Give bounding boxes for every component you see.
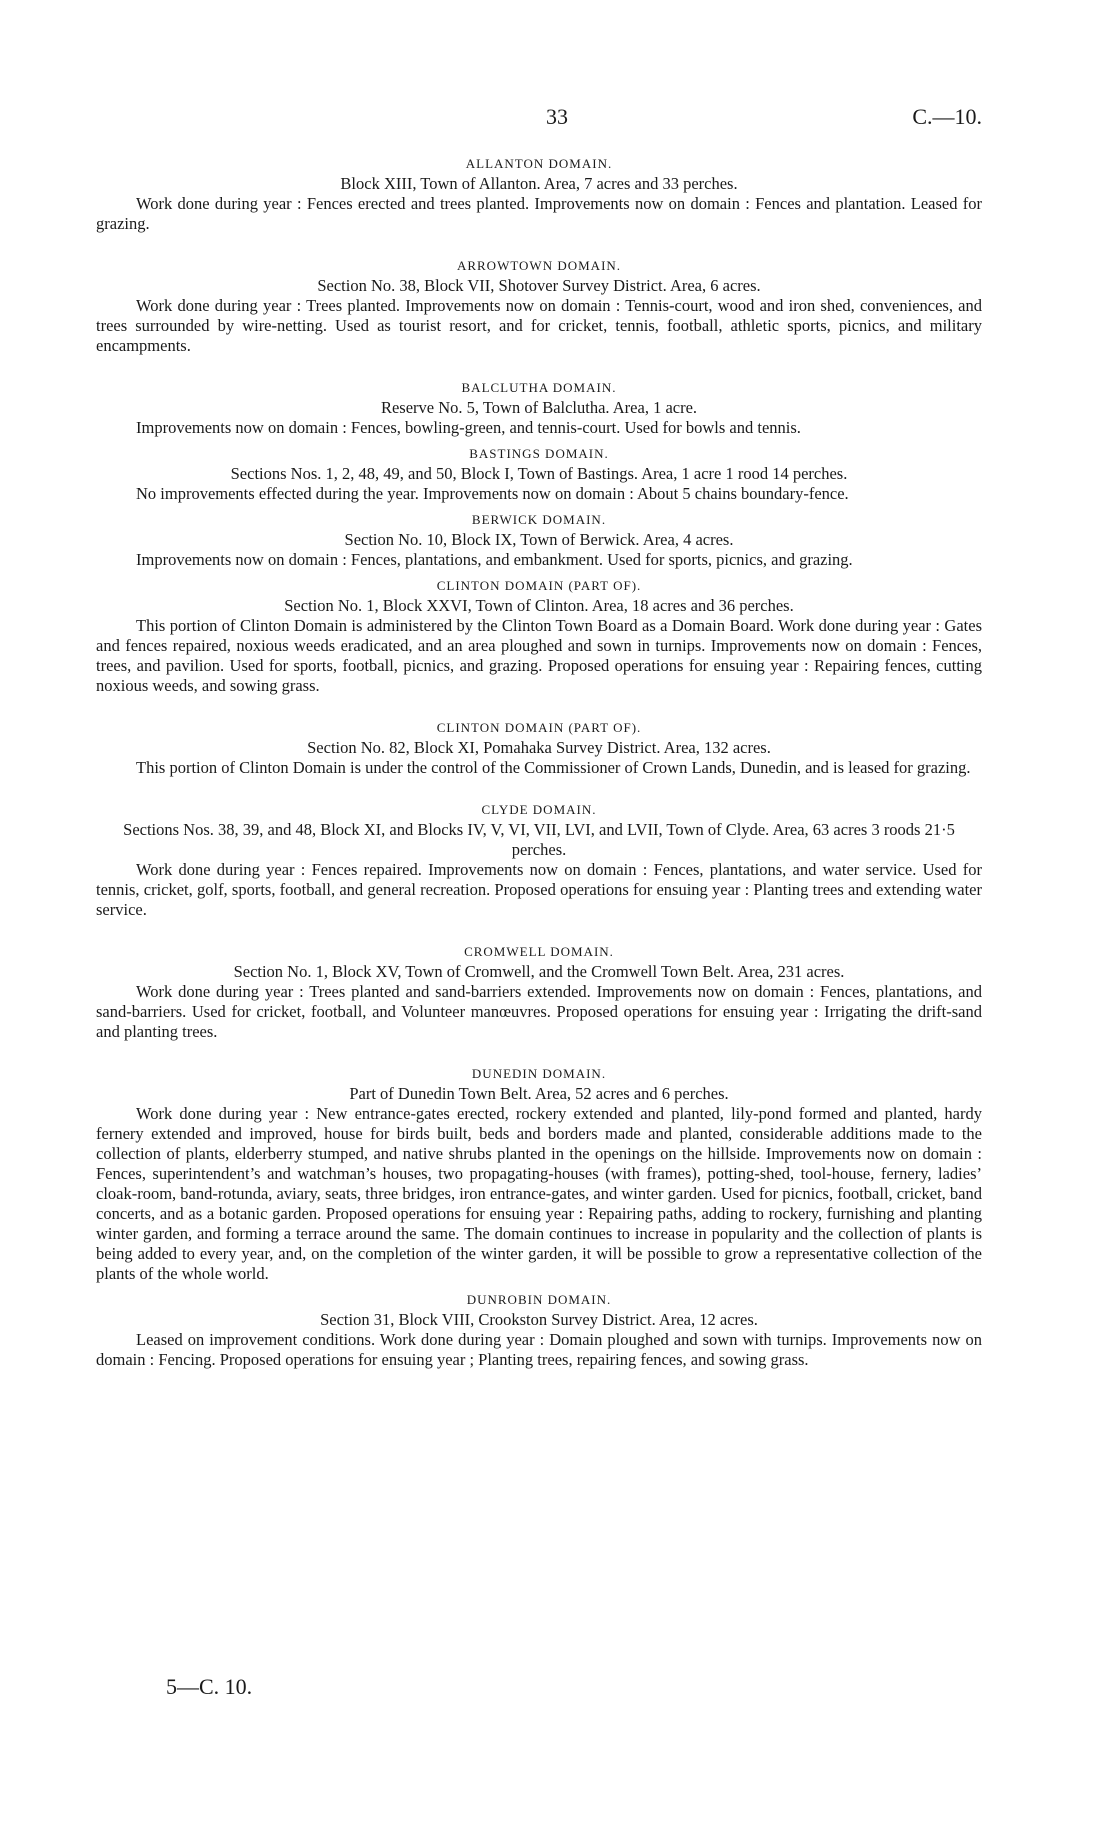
section-title: DUNEDIN DOMAIN.: [471, 1066, 607, 1081]
section-berwick: [96, 510, 982, 570]
section-clyde: [96, 800, 982, 920]
section-body: This portion of Clinton Domain is under the control of the Commissioner of Crown Lands, Dunedin, and is leased for grazing.: [136, 758, 971, 777]
section-subtitle: Reserve No. 5, Town of Balclutha. Area, 1 acre.: [380, 398, 698, 417]
section-body: This portion of Clinton Domain is administered by the Clinton Town Board as a Domain Board. Work done during year : Gates and fences repaired, noxious weeds eradicated, and an area ploughed and sown in turnips. Improvements now on domain : Fences, trees, and pavilion. Used for sports, football, picnics, and grazing. Proposed operations for ensuing year : Repairing fences, cutting noxious weeds, and sowing grass.: [96, 616, 982, 695]
section-title: DUNROBIN DOMAIN.: [466, 1292, 612, 1307]
footer-signature: 5—C. 10.: [166, 1674, 253, 1699]
section-balclutha: [96, 378, 982, 438]
section-title: ALLANTON DOMAIN.: [465, 156, 613, 171]
section-body: Work done during year : Fences erected and trees planted. Improvements now on domain : Fences and plantation. Leased for grazing.: [96, 194, 982, 233]
section-title: CLINTON DOMAIN (PART OF).: [436, 720, 642, 735]
section-arrowtown: [96, 256, 982, 356]
section-subtitle: Block XIII, Town of Allanton. Area, 7 acres and 33 perches.: [340, 174, 738, 193]
document-reference: C.—10.: [912, 104, 982, 129]
section-body: Work done during year : Fences repaired. Improvements now on domain : Fences, plantations, and water service. Used for tennis, cricket, golf, sports, football, and general recreation. Proposed operations for ensuing year : Planting trees and extending water service.: [96, 860, 982, 919]
section-dunedin: [96, 1064, 982, 1284]
section-title: CROMWELL DOMAIN.: [464, 944, 614, 959]
section-title: CLINTON DOMAIN (PART OF).: [436, 578, 642, 593]
section-subtitle: Section 31, Block VIII, Crookston Survey District. Area, 12 acres.: [320, 1310, 758, 1329]
section-subtitle: Section No. 1, Block XXVI, Town of Clinton. Area, 18 acres and 36 perches.: [284, 596, 794, 615]
section-title: BERWICK DOMAIN.: [471, 512, 607, 527]
section-title: BASTINGS DOMAIN.: [469, 446, 609, 461]
section-body: Work done during year : Trees planted and sand-barriers extended. Improvements now on domain : Fences, plantations, and sand-barriers. Used for cricket, football, and Volunteer manœuvres. Proposed operations for ensuing year : Irrigating the drift-sand and planting trees.: [96, 982, 982, 1041]
section-subtitle: Section No. 82, Block XI, Pomahaka Survey District. Area, 132 acres.: [307, 738, 771, 757]
section-subtitle: Section No. 10, Block IX, Town of Berwick. Area, 4 acres.: [344, 530, 734, 549]
section-title: BALCLUTHA DOMAIN.: [461, 380, 617, 395]
section-body: Work done during year : New entrance-gates erected, rockery extended and planted, lily-pond formed and planted, hardy fernery extended and improved, house for birds built, beds and borders made and planted, considerable additions made to the collection of plants, elderberry stumped, and native shrubs planted in the openings on the hillside. Improvements now on domain : Fences, superintendent’s and watchman’s houses, two propagating-houses (with frames), potting-shed, tool-house, fernery, ladies’ cloak-room, band-rotunda, aviary, seats, three bridges, iron entrance-gates, and winter garden. Used for picnics, football, cricket, band concerts, and as a botanic garden. Proposed operations for ensuing year : Repairing paths, adding to rockery, furnishing and planting winter garden, and forming a terrace around the same. The domain continues to increase in popularity and the collection of plants is being added to every year, and, on the completion of the winter garden, it will be possible to grow a representative collection of the plants of the whole world.: [96, 1104, 982, 1283]
section-bastings: [96, 444, 982, 504]
section-title: ARROWTOWN DOMAIN.: [456, 258, 622, 273]
section-clinton-2: [96, 718, 982, 778]
page-number: 33: [546, 104, 568, 129]
section-cromwell: [96, 942, 982, 1042]
document-body: [96, 154, 982, 1370]
section-body: Improvements now on domain : Fences, bowling-green, and tennis-court. Used for bowls and tennis.: [136, 418, 801, 437]
section-subtitle: Sections Nos. 1, 2, 48, 49, and 50, Block I, Town of Bastings. Area, 1 acre 1 rood 14 perches.: [230, 464, 848, 483]
section-title: CLYDE DOMAIN.: [481, 802, 597, 817]
section-body: Improvements now on domain : Fences, plantations, and embankment. Used for sports, picnics, and grazing.: [136, 550, 853, 569]
section-clinton-1: [96, 576, 982, 696]
section-subtitle: Section No. 38, Block VII, Shotover Survey District. Area, 6 acres.: [317, 276, 761, 295]
section-body: Work done during year : Trees planted. Improvements now on domain : Tennis-court, wood and iron shed, conveniences, and trees surrounded by wire-netting. Used as tourist resort, and for cricket, tennis, football, athletic sports, picnics, and military encampments.: [96, 296, 982, 355]
section-dunrobin: [96, 1290, 982, 1370]
section-allanton: [96, 154, 982, 234]
section-subtitle: Sections Nos. 38, 39, and 48, Block XI, and Blocks IV, V, VI, VII, LVI, and LVII, Town of Clyde. Area, 63 acres 3 roods 21·5 perches.: [123, 820, 955, 859]
section-subtitle: Part of Dunedin Town Belt. Area, 52 acres and 6 perches.: [349, 1084, 729, 1103]
section-body: No improvements effected during the year. Improvements now on domain : About 5 chains boundary-fence.: [136, 484, 849, 503]
section-body: Leased on improvement conditions. Work done during year : Domain ploughed and sown with turnips. Improvements now on domain : Fencing. Proposed operations for ensuing year ; Planting trees, repairing fences, and sowing grass.: [96, 1330, 982, 1369]
section-subtitle: Section No. 1, Block XV, Town of Cromwell, and the Cromwell Town Belt. Area, 231 acres.: [233, 962, 845, 981]
